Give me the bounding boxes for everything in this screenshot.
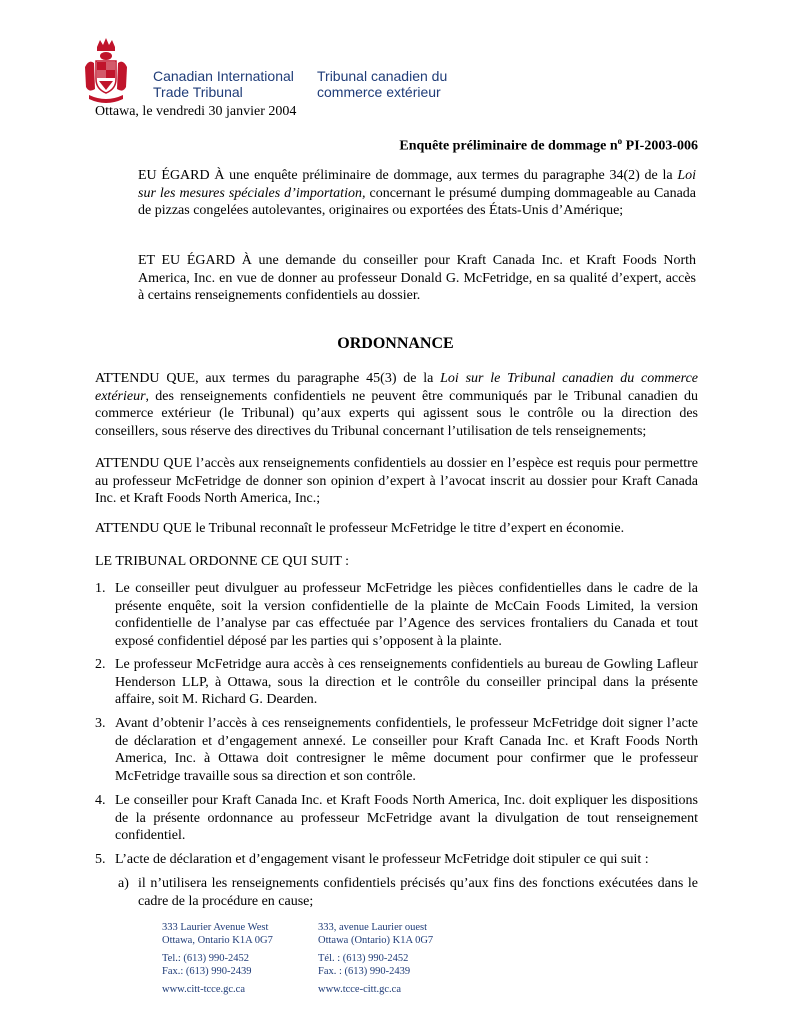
whereas-third: ATTENDU QUE le Tribunal reconnaît le professeur McFetridge le titre d’expert en économie.: [95, 521, 625, 536]
list-item-text: Le professeur McFetridge aura accès à ces renseignements confidentiels au bureau de Gowling Lafleur Henderson LLP, à Ottawa, sous la direction et le contrôle du conseiller principal dans la présente affaire, soit M. Richard G. Dearden.: [115, 657, 698, 707]
list-item-text: Le conseiller peut divulguer au professeur McFetridge les pièces confidentielles dans le cadre de la présente enquête, soit la version confidentielle de la plainte de McCain Foods Limited, la version confidentielle de l’analyse par cas effectuée par l’Agence des services frontaliers du Canada et tout exposé confidentiel déposé par les parties qui s’opposent à la plainte.: [115, 581, 698, 649]
org-name-en: [153, 68, 303, 100]
list-item-number: 1.: [95, 581, 106, 596]
coat-of-arms-icon: [83, 37, 129, 107]
footer-en-address2: Ottawa, Ontario K1A 0G7: [162, 935, 273, 946]
list-item-text: Le conseiller pour Kraft Canada Inc. et Kraft Foods North America, Inc. doit expliquer les dispositions de la présente ordonnance au professeur McFetridge avant la divulgation de tout renseignement confidentiel.: [115, 793, 698, 843]
whereas-first: [95, 370, 698, 440]
footer-fr-address2: Ottawa (Ontario) K1A 0G7: [318, 935, 434, 946]
document-date: Ottawa, le vendredi 30 janvier 2004: [95, 104, 297, 119]
whereas-second: ATTENDU QUE l’accès aux renseignements confidentiels au dossier en l’espèce est requis pour permettre au professeur McFetridge de donner son opinion d’expert à l’avocat inscrit au dossier pour Kraft Canada Inc. et Kraft Foods North America, Inc.;: [95, 456, 698, 506]
list-item-number: 3.: [95, 716, 106, 731]
footer-en-fax: Fax.: (613) 990-2439: [162, 966, 252, 977]
footer-en-tel: Tel.: (613) 990-2452: [162, 953, 250, 964]
footer-fr-web[interactable]: www.tcce-citt.gc.ca: [318, 984, 401, 995]
sub-list-item-text: il n’utilisera les renseignements confidentiels précisés qu’aux fins des fonctions exécutées dans le cadre de la procédure en cause;: [138, 876, 698, 909]
footer-fr-address1: 333, avenue Laurier ouest: [318, 922, 428, 933]
inquiry-reference-sup: o: [617, 136, 623, 146]
whereas-first-b: , des renseignements confidentiels ne peuvent être communiqués par le Tribunal canadien du commerce extérieur (le Tribunal) qu’aux experts qui agissent sous le contrôle ou la direction des conseillers, sous réserve des directives du Tribunal concernant l’utilisation de tels renseignements;: [95, 388, 698, 439]
footer-fr-tel: Tél. : (613) 990-2452: [318, 953, 409, 964]
inquiry-reference-prefix: Enquête préliminaire de dommage n: [399, 138, 618, 154]
list-item-number: 5.: [95, 852, 106, 867]
whereas-first-a: ATTENDU QUE, aux termes du paragraphe 45(3) de la: [95, 371, 441, 386]
footer-en-web[interactable]: www.citt-tcce.gc.ca: [162, 984, 245, 995]
list-item-number: 4.: [95, 793, 106, 808]
recital-first-a: EU ÉGARD À une enquête préliminaire de dommage, aux termes du paragraphe 34(2) de la: [138, 168, 678, 183]
order-intro: LE TRIBUNAL ORDONNE CE QUI SUIT :: [95, 554, 350, 569]
list-item-text: Avant d’obtenir l’accès à ces renseignements confidentiels, le professeur McFetridge doit signer l’acte de déclaration et d’engagement annexé. Le conseiller pour Kraft Canada Inc. et Kraft Foods North America, Inc. à Ottawa doit contresigner le même document pour confirmer que le professeur McFetridge travaille sous sa direction et son contrôle.: [115, 716, 698, 784]
sub-list-item-letter: a): [118, 876, 129, 891]
footer-address-fr: [318, 921, 478, 996]
recital-second: ET EU ÉGARD À une demande du conseiller pour Kraft Canada Inc. et Kraft Foods North America, Inc. en vue de donner au professeur Donald G. McFetridge, en sa qualité d’expert, accès à certains renseignements confidentiels au dossier.: [138, 253, 696, 303]
footer-fr-fax: Fax. : (613) 990-2439: [318, 966, 411, 977]
org-name-fr-line2: commerce extérieur: [317, 84, 441, 100]
whereas-first-italic: Loi sur le Tribunal canadien du commerce extérieur: [95, 371, 698, 404]
list-item-text: L’acte de déclaration et d’engagement visant le professeur McFetridge doit stipuler ce qui suit :: [115, 852, 649, 867]
recital-first-b: concernant le présumé dumping dommageable au Canada de pizzas congelées autolevantes, originaires ou exportées des États-Unis d’Amérique;: [138, 185, 696, 218]
recital-first: [138, 167, 696, 220]
inquiry-reference: [399, 136, 698, 155]
org-name-fr-line1: Tribunal canadien du: [317, 68, 448, 84]
recital-first-italic: Loi sur les mesures spéciales d’importation,: [138, 168, 696, 201]
footer-address-en: [162, 921, 312, 996]
org-name-en-line1: Canadian International: [153, 68, 294, 84]
list-item-number: 2.: [95, 657, 106, 672]
org-name-en-line2: Trade Tribunal: [153, 84, 243, 100]
page-title: ORDONNANCE: [337, 335, 454, 352]
footer-en-address1: 333 Laurier Avenue West: [162, 922, 269, 933]
org-name-fr: [317, 68, 467, 100]
inquiry-reference-number: PI-2003-006: [622, 138, 698, 154]
